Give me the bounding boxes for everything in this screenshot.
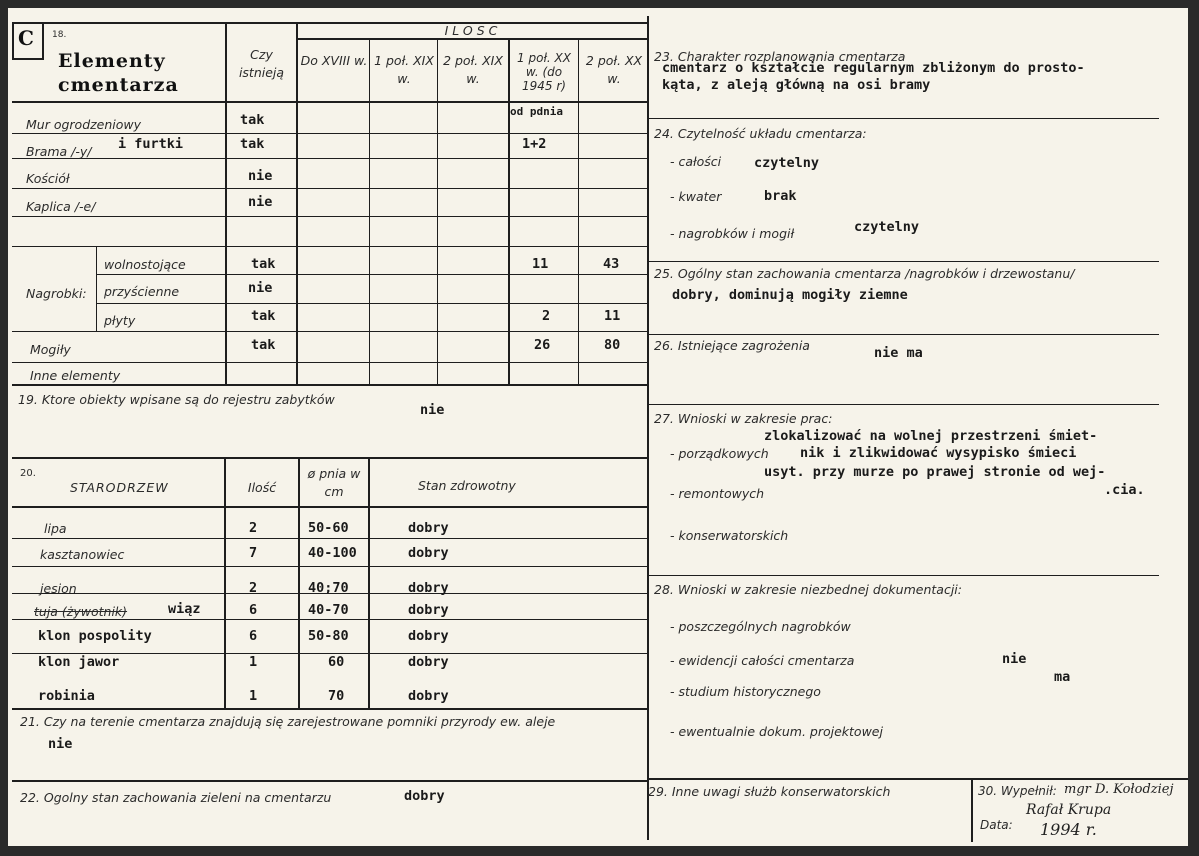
q19-answer: nie [420, 402, 445, 418]
row-czy-plyty: tak [251, 308, 276, 324]
tree-state-3: dobry [408, 602, 449, 618]
row-czy-mur: tak [240, 112, 265, 128]
row-czy-mogily: tak [251, 337, 276, 353]
row-label-przyscienne: przyścienne [104, 284, 180, 299]
elements-title-line1: Elementy [58, 50, 166, 72]
col-ilosc-header: ILOSC [444, 23, 502, 38]
q21-answer: nie [48, 736, 73, 752]
q27-porz-line2: nik i zlikwidować wysypisko śmieci [800, 445, 1077, 461]
tree-qty-4: 6 [249, 628, 258, 644]
tree-state-1: dobry [408, 545, 449, 561]
trees-name-header: STARODRZEW [70, 480, 169, 495]
q19-label: 19. Ktore obiekty wpisane są do rejestru zabytków [18, 392, 335, 407]
row-2p20-wolnostojace: 43 [603, 256, 620, 272]
q22-label: 22. Ogolny stan zachowania zieleni na cmentarzu [20, 790, 332, 805]
row-label-wolnostojace: wolnostojące [104, 257, 186, 272]
section-letter: C [18, 26, 35, 50]
tree-diam-2: 40;70 [308, 580, 349, 596]
tree-diam-3: 40-70 [308, 602, 349, 618]
q27-porz-line1: zlokalizować na wolnej przestrzeni śmiet- [764, 428, 1098, 444]
q24-item-calosci: - całości [670, 154, 722, 169]
q23-label: 23. Charakter rozplanowania cmentarza [654, 49, 906, 64]
tree-diam-5: 60 [328, 654, 345, 670]
q27-label: 27. Wnioski w zakresie prac: [654, 411, 833, 426]
q28-item-3: - ewentualnie dokum. projektowej [670, 724, 883, 739]
q28-item-2: - studium historycznego [670, 684, 821, 699]
trees-diam-header: ø pnia w cm [307, 466, 361, 499]
q28-item-1: - ewidencji całości cmentarza [670, 653, 855, 668]
tree-diam-0: 50-60 [308, 520, 349, 536]
q24-value-nagrobkow: czytelny [854, 219, 920, 235]
tree-diam-6: 70 [328, 688, 345, 704]
tree-name-5: klon jawor [38, 654, 120, 670]
q20-number: 20. [20, 468, 36, 479]
tree-state-5: dobry [408, 654, 449, 670]
nagrobki-label: Nagrobki: [26, 286, 87, 301]
tree-name-2: jesion [40, 581, 77, 596]
q23-answer-line1: cmentarz o kształcie regularnym zbliżonym do prosto- [662, 60, 1085, 76]
q30-date: 1994 r. [1040, 820, 1097, 839]
row-label-brama: Brama /-y/ [26, 144, 92, 159]
row-1p20-brama: 1+2 [522, 136, 547, 152]
tree-qty-2: 2 [249, 580, 258, 596]
inventory-card [8, 8, 1188, 846]
q23-answer-line2: kąta, z aleją główną na osi bramy [662, 77, 931, 93]
tree-diam-4: 50-80 [308, 628, 349, 644]
row-1p20-mogily: 26 [534, 337, 551, 353]
q21-label: 21. Czy na terenie cmentarza znajdują się zarejestrowane pomniki przyrody ew. aleje [20, 714, 556, 729]
q24-value-calosci: czytelny [754, 155, 820, 171]
tree-qty-1: 7 [249, 545, 258, 561]
col-do18-header: Do XVIII w. [300, 53, 368, 68]
row-czy-kosciol: nie [248, 168, 273, 184]
q28-item-0: - poszczególnych nagrobków [670, 619, 851, 634]
row-label-kaplica: Kaplica /-e/ [26, 199, 96, 214]
q26-label: 26. Istniejące zagrożenia [654, 338, 810, 353]
row-1p20-wolnostojace: 11 [532, 256, 549, 272]
q25-answer: dobry, dominują mogiły ziemne [672, 287, 908, 303]
row-czy-przyscienne: nie [248, 280, 273, 296]
q27-porz-label: - porządkowych [670, 446, 769, 461]
tree-state-4: dobry [408, 628, 449, 644]
q24-label: 24. Czytelność układu cmentarza: [654, 126, 867, 141]
tree-name-3: tuja (żywotnik) [34, 604, 128, 619]
tree-qty-6: 1 [249, 688, 258, 704]
col-1p19-header: 1 poł. XIX w. [374, 53, 434, 86]
tree-extra-3: wiąz [168, 601, 201, 617]
tree-state-6: dobry [408, 688, 449, 704]
trees-state-header: Stan zdrowotny [418, 478, 516, 493]
col-2p19-header: 2 poł. XIX w. [443, 53, 503, 86]
q28-answer-line1: nie [1002, 651, 1027, 667]
q30-data-label: Data: [980, 818, 1013, 832]
row-2p20-mogily: 80 [604, 337, 621, 353]
q28-label: 28. Wnioski w zakresie niezbednej dokumentacji: [654, 582, 962, 597]
q30-name1: mgr D. Kołodziej [1064, 782, 1174, 797]
tree-name-6: robinia [38, 688, 95, 704]
q29-label: 29. Inne uwagi służb konserwatorskich [648, 784, 891, 799]
row-czy-wolnostojace: tak [251, 256, 276, 272]
trees-qty-header: Ilość [247, 480, 277, 495]
q25-label: 25. Ogólny stan zachowania cmentarza /nagrobków i drzewostanu/ [654, 266, 1075, 281]
q27-konserw-label: - konserwatorskich [670, 528, 789, 543]
q26-answer: nie ma [874, 345, 923, 361]
q24-item-kwater: - kwater [670, 189, 722, 204]
row-label-inne: Inne elementy [30, 368, 121, 383]
row-2p20-plyty: 11 [604, 308, 621, 324]
q30-label: 30. Wypełnił: [978, 784, 1057, 798]
row-extra-brama: i furtki [118, 136, 184, 152]
row-label-plyty: płyty [104, 313, 136, 328]
col-czy-header: Czy istnieją [238, 47, 285, 80]
tree-qty-3: 6 [249, 602, 258, 618]
tree-state-2: dobry [408, 580, 449, 596]
q24-value-kwater: brak [764, 188, 797, 204]
row-label-kosciol: Kościół [26, 171, 70, 186]
col-1p20-header: 1 poł. XX w. (do 1945 r) [517, 51, 571, 93]
row-label-mur: Mur ogrodzeniowy [26, 117, 142, 132]
row-czy-kaplica: nie [248, 194, 273, 210]
elements-title-line2: cmentarza [58, 74, 179, 96]
q30-name2: Rafał Krupa [1026, 802, 1112, 818]
q24-item-nagrobkow: - nagrobków i mogił [670, 226, 795, 241]
section-number: 18. [52, 30, 67, 40]
col-2p20-header: 2 poł. XX w. [585, 53, 643, 86]
tree-name-4: klon pospolity [38, 628, 152, 644]
tree-name-0: lipa [44, 521, 67, 536]
row-czy-brama: tak [240, 136, 265, 152]
q28-answer-line2: ma [1054, 669, 1071, 685]
tree-diam-1: 40-100 [308, 545, 357, 561]
row-1p20-mur: od pdnia [510, 105, 563, 118]
row-1p20-plyty: 2 [542, 308, 551, 324]
q27-remont-label: - remontowych [670, 486, 765, 501]
row-label-mogily: Mogiły [30, 342, 71, 357]
q27-porz-line3: usyt. przy murze po prawej stronie od wej- [764, 464, 1106, 480]
q22-answer: dobry [404, 788, 445, 804]
q27-porz-line4: .cia. [1104, 482, 1145, 498]
tree-state-0: dobry [408, 520, 449, 536]
tree-qty-0: 2 [249, 520, 258, 536]
tree-qty-5: 1 [249, 654, 258, 670]
tree-name-1: kasztanowiec [40, 547, 125, 562]
